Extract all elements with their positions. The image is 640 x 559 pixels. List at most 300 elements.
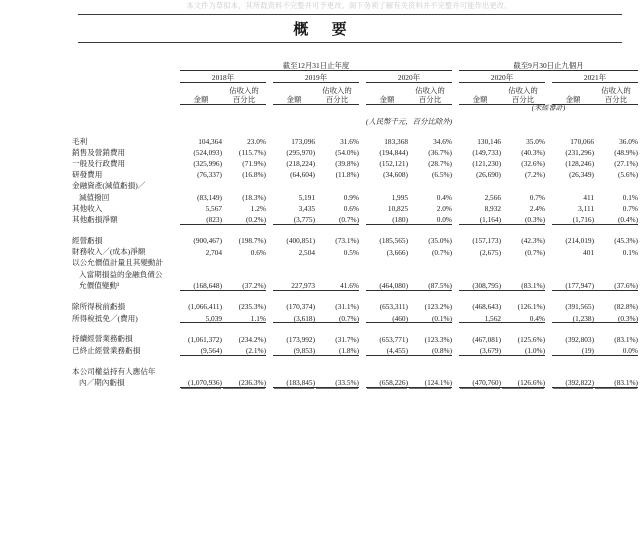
- cell-amount: (149,733): [472, 148, 501, 158]
- row-spacer: [72, 355, 638, 365]
- cell-amount: 5,039: [180, 311, 222, 323]
- cell-amount: [459, 267, 501, 278]
- cell-percent: (36.7%): [428, 148, 452, 158]
- cell-percent: (123.2%): [424, 302, 452, 312]
- cell-amount: (173,992): [286, 334, 315, 344]
- cell-amount: (653,771): [379, 334, 408, 344]
- table-row: [72, 311, 638, 323]
- sub-header-amount-2020: 金額: [366, 86, 408, 105]
- table-body: [72, 134, 638, 387]
- cell-amount: 5,191: [298, 192, 315, 202]
- cell-amount: (26,349): [569, 170, 594, 180]
- cell-amount: (2,675): [479, 247, 501, 257]
- cell-amount: (3,666): [386, 247, 408, 257]
- cell-amount: [366, 256, 408, 267]
- cell-amount: 401: [583, 247, 594, 257]
- cell-percent: (2.1%): [222, 343, 266, 355]
- cell-percent: [315, 256, 359, 267]
- cell-amount: [180, 256, 222, 267]
- cell-percent: (87.5%): [408, 279, 452, 291]
- cell-amount: (128,246): [565, 159, 594, 169]
- cell-percent: (0.7%): [431, 247, 452, 257]
- column-gap: [452, 168, 459, 179]
- column-gap: [266, 279, 273, 291]
- sub-header-percent-2020-interim: [501, 86, 545, 105]
- cell-amount: (194,844): [379, 148, 408, 158]
- cell-amount: 227,973: [273, 279, 315, 291]
- column-gap: [266, 332, 273, 343]
- column-gap: [545, 179, 552, 190]
- cell-amount: (34,608): [383, 170, 408, 180]
- cell-percent: 35.0%: [526, 136, 545, 146]
- column-gap: [545, 234, 552, 245]
- column-gap: [266, 179, 273, 190]
- group-header-annual: 截至12月31日止年度: [180, 62, 452, 70]
- table-row: [72, 376, 638, 388]
- table-row: [72, 179, 638, 190]
- row-label: 以公允價值計量且其變動計: [72, 258, 164, 268]
- cell-percent: (125.6%): [517, 334, 545, 344]
- unit-note: (人民幣千元，百分比除外): [365, 116, 453, 126]
- percent-line1: 佔收入的: [415, 85, 445, 95]
- cell-amount: (308,795): [459, 279, 501, 291]
- column-gap: [359, 234, 366, 245]
- cell-amount: 173,096: [291, 136, 315, 146]
- percent-line2: 百分比: [232, 94, 256, 104]
- column-gap: [359, 332, 366, 343]
- table-row: [72, 157, 638, 168]
- cell-percent: (83.1%): [594, 376, 638, 388]
- column-gap: [545, 300, 552, 311]
- cell-percent: (31.1%): [335, 302, 359, 312]
- cell-amount: (1,061,372): [187, 334, 222, 344]
- percent-line1: 佔收入的: [229, 85, 259, 95]
- cell-percent: (126.1%): [517, 302, 545, 312]
- table-row: [72, 256, 638, 267]
- cell-amount: (295,970): [286, 148, 315, 158]
- group-header-interim: 截至9月30日止九個月: [459, 62, 638, 70]
- column-gap: [452, 300, 459, 311]
- column-gap: [359, 376, 366, 388]
- cell-amount: [273, 365, 315, 376]
- cell-amount: 5,567: [205, 204, 222, 214]
- cell-amount: [459, 179, 501, 190]
- cell-percent: (0.3%): [594, 311, 638, 323]
- column-gap: [545, 376, 552, 388]
- cell-percent: 0.4%: [436, 192, 452, 202]
- cell-amount: (467,081): [472, 334, 501, 344]
- cell-amount: [552, 267, 594, 278]
- cell-percent: [594, 256, 638, 267]
- row-label: 研發費用: [72, 170, 103, 180]
- row-label: 其他收入: [72, 203, 103, 213]
- row-label: 銷售及營銷費用: [72, 147, 126, 157]
- column-gap: [266, 267, 273, 278]
- cell-amount: (168,648): [180, 279, 222, 291]
- cell-percent: (7.2%): [524, 170, 545, 180]
- cell-amount: 2,566: [484, 192, 501, 202]
- cell-percent: 0.4%: [501, 311, 545, 323]
- cell-percent: (126.6%): [501, 376, 545, 388]
- cell-percent: (39.8%): [335, 159, 359, 169]
- financial-summary-table: [72, 62, 638, 388]
- sub-header-amount-2019: 金額: [273, 86, 315, 105]
- sub-header-percent-2021-interim: [594, 86, 638, 105]
- cell-percent: 0.6%: [250, 247, 266, 257]
- table-row: [72, 234, 638, 245]
- column-gap: [452, 234, 459, 245]
- page-title: 概 要: [293, 20, 356, 38]
- cell-percent: (27.1%): [614, 159, 638, 169]
- cell-percent: 0.7%: [529, 192, 545, 202]
- cell-amount: [180, 365, 222, 376]
- column-gap: [452, 134, 459, 145]
- cell-amount: (185,565): [379, 236, 408, 246]
- column-gap: [545, 245, 552, 256]
- row-label: 一般及行政費用: [72, 158, 126, 168]
- cell-amount: 1,562: [459, 311, 501, 323]
- unaudited-note: (未經審計): [531, 104, 566, 113]
- column-gap: [452, 213, 459, 225]
- cell-amount: [273, 179, 315, 190]
- cell-percent: (37.6%): [594, 279, 638, 291]
- cell-percent: 0.0%: [594, 343, 638, 355]
- title-rule-bottom: [78, 42, 622, 43]
- cell-amount: (460): [366, 311, 408, 323]
- row-label: 金融資產(減值虧損)／: [72, 181, 146, 191]
- cell-amount: (1,238): [552, 311, 594, 323]
- cell-percent: [594, 267, 638, 278]
- cell-percent: [222, 256, 266, 267]
- column-gap: [452, 343, 459, 355]
- column-gap: [266, 365, 273, 376]
- cell-amount: 170,066: [570, 136, 594, 146]
- table-row: [72, 300, 638, 311]
- table-row: [72, 245, 638, 256]
- cell-percent: (0.1%): [408, 311, 452, 323]
- percent-line2: 百分比: [418, 94, 442, 104]
- column-gap: [266, 190, 273, 201]
- row-spacer: [72, 323, 638, 333]
- row-label: 財務收入／(成本)淨額: [72, 247, 146, 257]
- cell-percent: [408, 179, 452, 190]
- cell-percent: (0.4%): [594, 213, 638, 225]
- cell-amount: 2,704: [205, 247, 222, 257]
- cell-percent: (1.0%): [501, 343, 545, 355]
- column-gap: [359, 300, 366, 311]
- cell-amount: (170,374): [286, 302, 315, 312]
- cell-percent: 0.5%: [343, 247, 359, 257]
- cell-percent: (73.1%): [335, 236, 359, 246]
- column-gap: [359, 201, 366, 212]
- column-gap: [359, 157, 366, 168]
- column-gap: [452, 267, 459, 278]
- column-gap: [359, 146, 366, 157]
- cell-percent: 2.4%: [529, 204, 545, 214]
- unaudited-note-row: [72, 105, 638, 113]
- column-gap: [545, 311, 552, 323]
- row-label: 已終止經營業務虧損: [72, 346, 141, 356]
- cell-amount: 10,825: [387, 204, 408, 214]
- column-gap: [452, 332, 459, 343]
- cell-percent: 0.7%: [622, 204, 638, 214]
- cell-percent: [222, 267, 266, 278]
- unit-note-row: [72, 118, 638, 126]
- row-label: 持續經營業務虧損: [72, 334, 133, 344]
- column-gap: [545, 190, 552, 201]
- cell-amount: [180, 267, 222, 278]
- percent-line2: 百分比: [604, 94, 628, 104]
- row-label: 經營虧損: [72, 236, 103, 246]
- cell-percent: (45.3%): [614, 236, 638, 246]
- row-label: 減值撥回: [79, 192, 110, 202]
- column-gap: [359, 213, 366, 225]
- year-header-2020: 2020年: [366, 74, 452, 82]
- cell-percent: (48.9%): [614, 148, 638, 158]
- cell-amount: [552, 179, 594, 190]
- column-gap: [266, 213, 273, 225]
- cell-amount: [459, 365, 501, 376]
- cell-amount: (180): [366, 213, 408, 225]
- cell-percent: (18.3%): [242, 192, 266, 202]
- cell-percent: (234.2%): [238, 334, 266, 344]
- year-header-2019: 2019年: [273, 74, 359, 82]
- column-gap: [266, 245, 273, 256]
- cell-amount: [459, 256, 501, 267]
- cell-percent: [222, 179, 266, 190]
- cell-amount: [180, 179, 222, 190]
- column-gap: [266, 376, 273, 388]
- column-gap: [359, 365, 366, 376]
- cell-amount: (392,803): [565, 334, 594, 344]
- percent-line2: 百分比: [511, 94, 535, 104]
- cell-percent: (198.7%): [238, 236, 266, 246]
- cell-percent: [408, 267, 452, 278]
- cell-percent: 0.1%: [622, 247, 638, 257]
- cell-percent: (123.3%): [424, 334, 452, 344]
- column-gap: [359, 267, 366, 278]
- cell-amount: (64,604): [290, 170, 315, 180]
- column-gap: [452, 279, 459, 291]
- column-gap: [545, 213, 552, 225]
- cell-percent: [315, 267, 359, 278]
- cell-amount: 2,504: [298, 247, 315, 257]
- cell-percent: [315, 365, 359, 376]
- cell-percent: (82.8%): [614, 302, 638, 312]
- cell-percent: [222, 365, 266, 376]
- cell-percent: 36.0%: [619, 136, 638, 146]
- cell-amount: [273, 267, 315, 278]
- cell-amount: (218,224): [286, 159, 315, 169]
- cell-percent: [501, 179, 545, 190]
- cell-percent: (0.2%): [222, 213, 266, 225]
- cell-percent: (5.6%): [617, 170, 638, 180]
- cell-percent: 1.2%: [250, 204, 266, 214]
- cell-amount: (157,173): [472, 236, 501, 246]
- cell-amount: (4,455): [366, 343, 408, 355]
- cell-amount: [273, 256, 315, 267]
- cell-amount: (900,467): [193, 236, 222, 246]
- column-gap: [452, 157, 459, 168]
- column-gap: [545, 343, 552, 355]
- table-row: [72, 134, 638, 145]
- cell-percent: (83.1%): [501, 279, 545, 291]
- percent-line1: 佔收入的: [601, 85, 631, 95]
- column-gap: [452, 190, 459, 201]
- sub-header-percent-2020: [408, 86, 452, 105]
- row-label: 其他虧損淨額: [72, 215, 118, 225]
- cell-percent: [408, 256, 452, 267]
- cell-percent: (37.2%): [222, 279, 266, 291]
- cell-amount: (9,853): [273, 343, 315, 355]
- column-gap: [452, 256, 459, 267]
- cell-percent: [501, 365, 545, 376]
- table-row: [72, 190, 638, 201]
- cell-amount: 3,111: [578, 204, 594, 214]
- cell-percent: 0.1%: [622, 192, 638, 202]
- row-label: 毛利: [72, 136, 88, 146]
- table-row: [72, 146, 638, 157]
- cell-percent: 0.9%: [343, 192, 359, 202]
- column-gap: [359, 245, 366, 256]
- cell-amount: (152,121): [379, 159, 408, 169]
- cell-amount: (524,093): [193, 148, 222, 158]
- cell-percent: (1.8%): [315, 343, 359, 355]
- cell-percent: (124.1%): [408, 376, 452, 388]
- table-row: [72, 343, 638, 355]
- column-gap: [452, 201, 459, 212]
- cell-percent: (40.3%): [521, 148, 545, 158]
- row-spacer: [72, 290, 638, 300]
- table-row: [72, 332, 638, 343]
- cell-amount: (177,947): [552, 279, 594, 291]
- column-gap: [452, 376, 459, 388]
- column-gap: [266, 201, 273, 212]
- column-gap: [266, 300, 273, 311]
- column-gap: [545, 365, 552, 376]
- cell-amount: (76,337): [197, 170, 222, 180]
- table-group-header-row: [72, 62, 638, 70]
- column-gap: [452, 245, 459, 256]
- cell-amount: (470,760): [459, 376, 501, 388]
- cell-amount: 8,932: [484, 204, 501, 214]
- sub-header-percent-2019: [315, 86, 359, 105]
- cell-amount: [366, 267, 408, 278]
- cell-percent: (71.9%): [242, 159, 266, 169]
- column-gap: [545, 332, 552, 343]
- sub-header-percent-2018: [222, 86, 266, 105]
- cell-percent: 1.1%: [222, 311, 266, 323]
- cell-percent: (31.7%): [335, 334, 359, 344]
- cell-percent: 2.0%: [436, 204, 452, 214]
- cell-percent: 0.6%: [343, 204, 359, 214]
- row-label: 本公司權益持有人應佔年: [72, 366, 156, 376]
- cell-percent: (6.5%): [431, 170, 452, 180]
- cell-percent: (11.8%): [335, 170, 359, 180]
- column-gap: [266, 234, 273, 245]
- cell-amount: (658,226): [366, 376, 408, 388]
- cell-percent: (0.7%): [524, 247, 545, 257]
- cell-amount: (26,690): [476, 170, 501, 180]
- cell-percent: (35.0%): [428, 236, 452, 246]
- percent-line2: 百分比: [325, 94, 349, 104]
- cell-percent: (236.3%): [222, 376, 266, 388]
- table-row: [72, 201, 638, 212]
- cell-amount: 1,995: [391, 192, 408, 202]
- column-gap: [266, 311, 273, 323]
- cell-percent: [501, 267, 545, 278]
- column-gap: [359, 134, 366, 145]
- column-gap: [452, 365, 459, 376]
- column-gap: [545, 157, 552, 168]
- row-spacer: [72, 224, 638, 234]
- cell-amount: (3,618): [273, 311, 315, 323]
- cell-percent: (0.3%): [501, 213, 545, 225]
- cell-percent: 31.6%: [340, 136, 359, 146]
- column-gap: [266, 168, 273, 179]
- cell-percent: (115.7%): [238, 148, 266, 158]
- cell-amount: [366, 365, 408, 376]
- column-gap: [266, 134, 273, 145]
- cell-percent: (54.0%): [335, 148, 359, 158]
- cell-percent: (0.8%): [408, 343, 452, 355]
- cell-amount: (1,066,411): [188, 302, 222, 312]
- year-header-2021-interim: 2021年: [552, 74, 638, 82]
- cell-amount: (83,149): [197, 192, 222, 202]
- row-label: 內／期內虧損: [79, 378, 125, 388]
- column-gap: [359, 190, 366, 201]
- column-gap: [266, 146, 273, 157]
- column-gap: [545, 279, 552, 291]
- row-label: 入當期損益的金融負債公: [79, 269, 163, 279]
- percent-line1: 佔收入的: [322, 85, 352, 95]
- table-row: [72, 213, 638, 225]
- cell-percent: 34.6%: [433, 136, 452, 146]
- cell-amount: (9,564): [180, 343, 222, 355]
- cell-percent: (16.8%): [242, 170, 266, 180]
- cell-percent: 41.6%: [315, 279, 359, 291]
- column-gap: [359, 168, 366, 179]
- cell-amount: (3,679): [459, 343, 501, 355]
- table-row: [72, 168, 638, 179]
- column-gap: [359, 311, 366, 323]
- cell-amount: (653,311): [379, 302, 408, 312]
- cell-amount: 130,146: [477, 136, 501, 146]
- column-gap: [452, 146, 459, 157]
- column-gap: [359, 256, 366, 267]
- table-sub-header-row: [72, 86, 638, 105]
- cell-amount: [552, 365, 594, 376]
- cell-amount: 104,364: [198, 136, 222, 146]
- sub-header-amount-2020-interim: 金額: [459, 86, 501, 105]
- cell-amount: (823): [180, 213, 222, 225]
- table-year-header-row: [72, 74, 638, 82]
- table-row: [72, 267, 638, 278]
- cell-amount: (183,845): [273, 376, 315, 388]
- cell-amount: (121,230): [472, 159, 501, 169]
- cell-percent: [315, 179, 359, 190]
- cell-percent: 23.0%: [247, 136, 266, 146]
- cell-percent: 0.0%: [408, 213, 452, 225]
- sub-header-amount-2021-interim: 金額: [552, 86, 594, 105]
- cell-amount: 183,368: [384, 136, 408, 146]
- table-row: [72, 365, 638, 376]
- cell-percent: (0.7%): [315, 213, 359, 225]
- row-label: 所得稅抵免／(費用): [72, 313, 138, 323]
- cell-amount: [552, 256, 594, 267]
- cell-amount: (391,565): [565, 302, 594, 312]
- year-header-2018: 2018年: [180, 74, 266, 82]
